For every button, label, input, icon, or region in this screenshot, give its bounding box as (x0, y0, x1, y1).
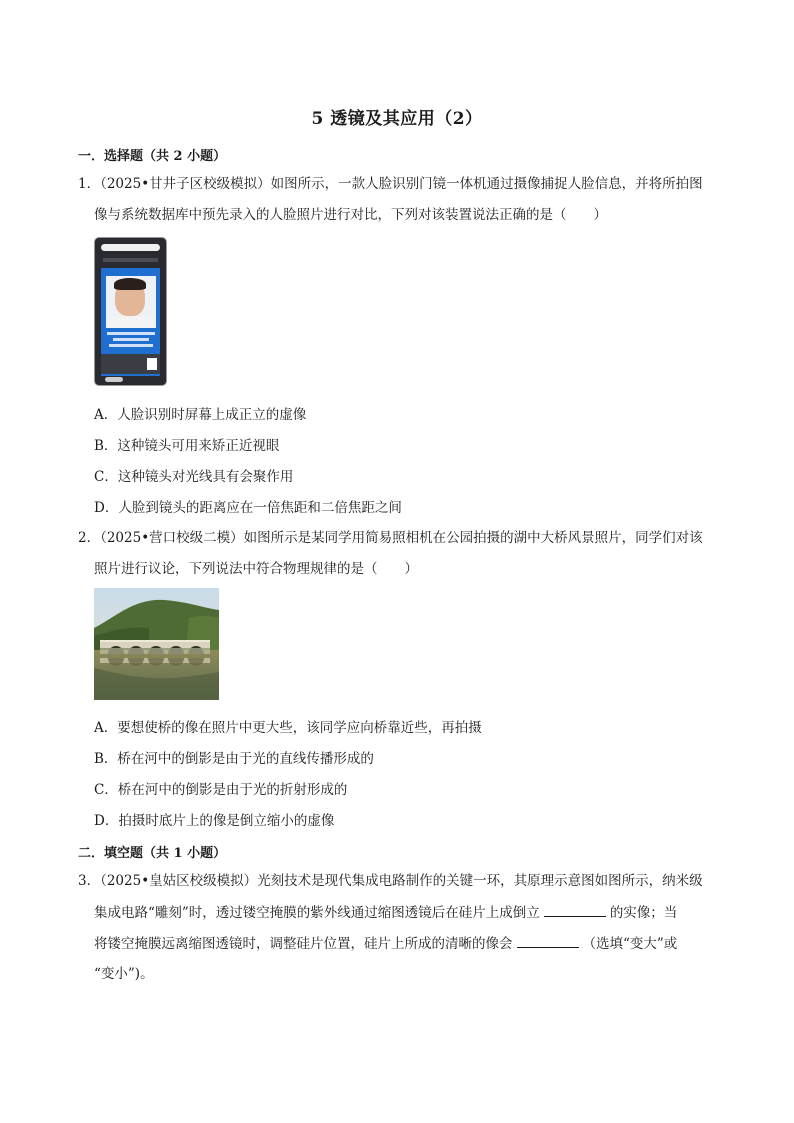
brand-logo (105, 377, 123, 382)
question-3-line-2-tail: 的实像；当 (609, 905, 678, 921)
bridge-scene-svg (94, 588, 219, 700)
screen-info-line (109, 344, 153, 347)
question-3-line-3 (94, 933, 677, 954)
question-3-line-3-tail: （选填“变大”或 (582, 936, 678, 952)
hair-shape (114, 278, 146, 290)
qr-code-icon (147, 358, 157, 370)
answer-blank-2[interactable] (517, 933, 579, 948)
answer-blank-1[interactable] (544, 902, 606, 917)
bridge-lake-photo (94, 588, 219, 700)
question-3-line-1: 3．（2025•皇姑区校级模拟）光刻技术是现代集成电路制作的关键一环，其原理示意图如图所示，纳米级 (78, 873, 703, 889)
question-3-line-4: “变小”)。 (94, 966, 154, 982)
device-status-row (103, 258, 158, 262)
screen-info-line (113, 338, 149, 341)
q2-option-a[interactable]: A．要想使桥的像在照片中更大些，该同学应向桥靠近些，再拍摄 (94, 720, 482, 736)
question-2-line-2: 照片进行议论，下列说法中符合物理规律的是（ ） (94, 561, 418, 577)
question-2-line-1: 2．（2025•营口校级二模）如图所示是某同学用简易照相机在公园拍摄的湖中大桥风景照片，同学们对该 (78, 530, 703, 546)
section-heading-choice: 一．选择题（共 2 小题） (78, 149, 227, 164)
q1-option-b[interactable]: B．这种镜头可用来矫正近视眼 (94, 438, 280, 454)
page-title: 5 透镜及其应用（2） (311, 109, 483, 129)
q2-option-d[interactable]: D．拍摄时底片上的像是倒立缩小的虚像 (94, 813, 335, 829)
q1-option-d[interactable]: D．人脸到镜头的距离应在一倍焦距和二倍焦距之间 (94, 500, 402, 516)
question-1-line-1: 1．（2025•甘井子区校级模拟）如图所示，一款人脸识别门镜一体机通过摄像捕捉人脸信息，并将所拍图 (78, 176, 703, 192)
device-speaker-bar (101, 244, 160, 251)
q2-option-c[interactable]: C．桥在河中的倒影是由于光的折射形成的 (94, 782, 348, 798)
question-1-line-2: 像与系统数据库中预先录入的人脸照片进行对比，下列对该装置说法正确的是（ ） (94, 207, 607, 223)
q1-option-a[interactable]: A．人脸识别时屏幕上成正立的虚像 (94, 407, 307, 423)
screen-info-line (107, 332, 155, 335)
section-heading-fill: 二．填空题（共 1 小题） (78, 846, 227, 861)
q2-option-b[interactable]: B．桥在河中的倒影是由于光的直线传播形成的 (94, 751, 374, 767)
face-recognition-device-image (94, 237, 167, 386)
question-3-line-2-text: 集成电路“雕刻”时，透过镂空掩膜的紫外线通过缩图透镜后在硅片上成倒立 (94, 905, 540, 921)
q1-option-c[interactable]: C．这种镜头对光线具有会聚作用 (94, 469, 294, 485)
question-3-line-2 (94, 902, 677, 923)
shirt-shape (108, 316, 154, 328)
question-3-line-3-text: 将镂空掩膜远离缩图透镜时，调整硅片位置，硅片上所成的清晰的像会 (94, 936, 513, 952)
